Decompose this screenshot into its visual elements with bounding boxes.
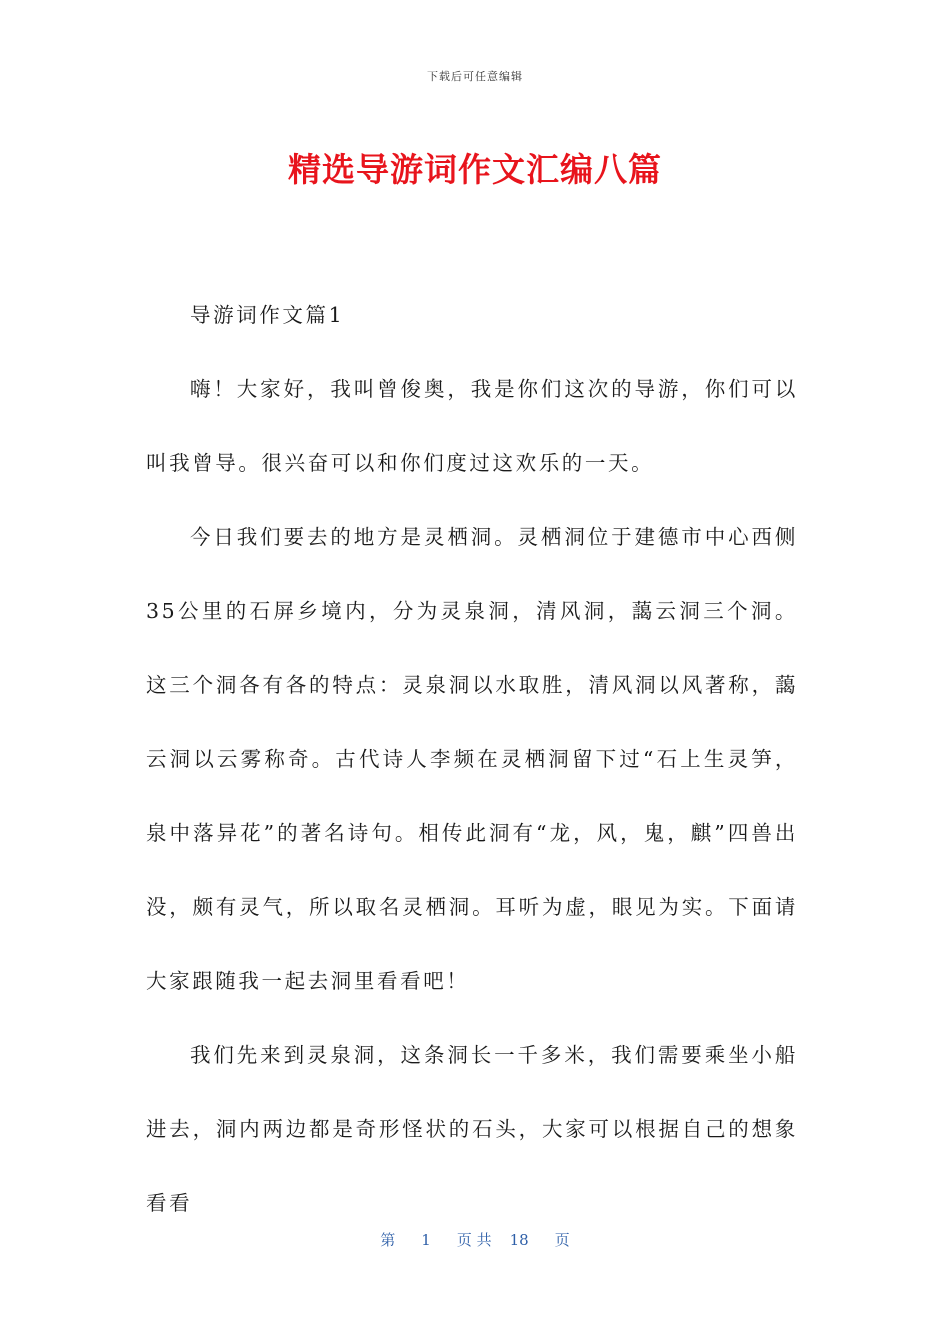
document-body [146, 278, 798, 1240]
page-footer [0, 1229, 950, 1250]
paragraph: 我们先来到灵泉洞，这条洞长一千多米，我们需要乘坐小船进去，洞内两边都是奇形怪状的石头，大家可以根据自己的想象看看 [146, 1043, 798, 1215]
section-heading: 导游词作文篇1 [190, 303, 345, 327]
paragraph: 嗨！大家好，我叫曾俊奥，我是你们这次的导游，你们可以叫我曾导。很兴奋可以和你们度过这欢乐的一天。 [146, 377, 798, 475]
footer-prefix: 第 [380, 1231, 396, 1249]
footer-middle: 页 共 [456, 1231, 492, 1249]
paragraph: 今日我们要去的地方是灵栖洞。灵栖洞位于建德市中心西侧35公里的石屏乡境内，分为灵泉洞，清风洞，藹云洞三个洞。这三个洞各有各的特点：灵泉洞以水取胜，清风洞以风著称，藹云洞以云雾称奇。古代诗人李频在灵栖洞留下过“石上生灵笋，泉中落异花”的著名诗句。相传此洞有“龙，风，鬼，麒”四兽出没，颇有灵气，所以取名灵栖洞。耳听为虚，眼见为实。下面请大家跟随我一起去洞里看看吧！ [146, 525, 798, 993]
page-title: 精选导游词作文汇编八篇 [288, 150, 662, 189]
footer-page-number: 1 [421, 1231, 431, 1249]
footer-suffix: 页 [554, 1231, 570, 1249]
header-note: 下载后可任意编辑 [427, 70, 523, 83]
footer-total-pages: 18 [509, 1231, 529, 1249]
